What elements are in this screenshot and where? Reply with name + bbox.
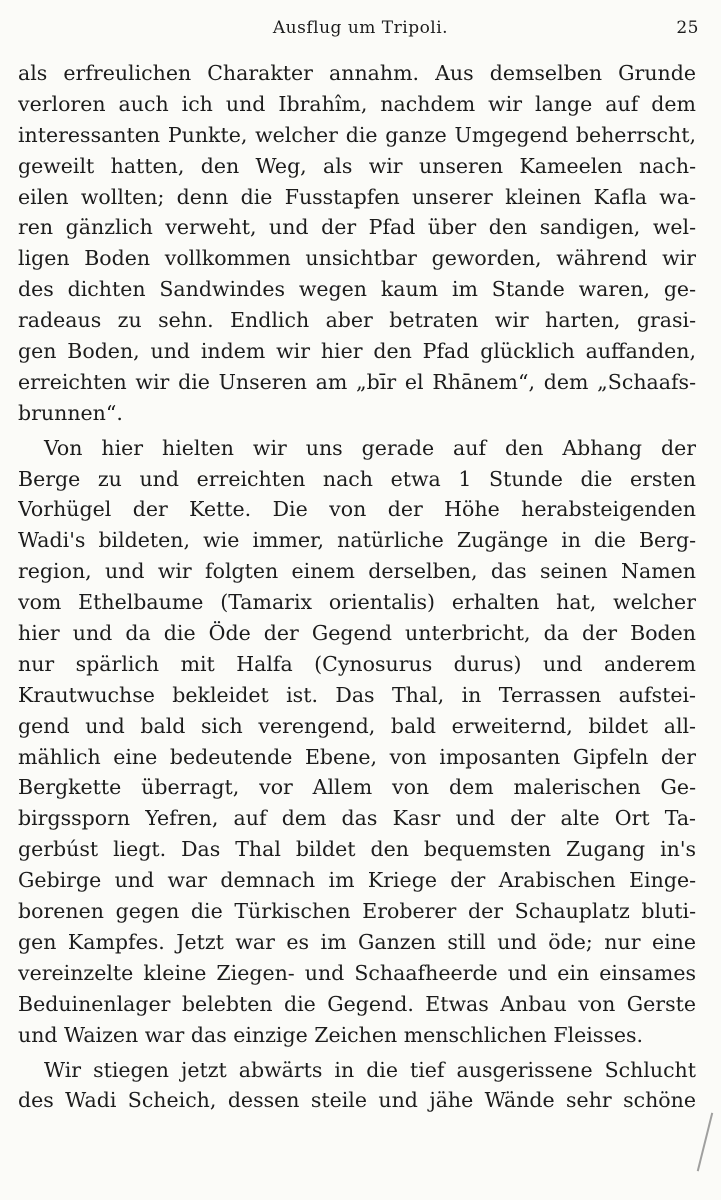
text-line: Von hier hielten wir uns gerade auf den Abhang der [44, 435, 696, 460]
text-line: vereinzelte kleine Ziegen- und Schaafheerde und ein einsames [18, 960, 696, 985]
text-line: gen Kampfes. Jetzt war es im Ganzen still und öde; nur eine [18, 929, 696, 954]
text-line: als erfreulichen Charakter annahm. Aus demselben Grunde [18, 61, 696, 85]
text-line: Gebirge und war demnach im Kriege der Arabischen Einge- [18, 868, 696, 893]
text-line: Wir stiegen jetzt abwärts in die tief ausgerissene Schlucht [44, 1057, 696, 1082]
text-line: birgssporn Yefren, auf dem das Kasr und der alte Ort Ta- [18, 806, 696, 831]
text-line: geweilt hatten, den Weg, als wir unseren Kameelen nach- [18, 153, 696, 178]
text-line: und Waizen war das einzige Zeichen menschlichen Fleisses. [18, 1022, 644, 1047]
page-number: 25 [676, 18, 699, 38]
paragraph [18, 1055, 696, 1117]
text-line: ren gänzlich verweht, und der Pfad über den sandigen, wel- [18, 215, 696, 240]
text-line: des Wadi Scheich, dessen steile und jähe Wände sehr schöne [18, 1088, 696, 1113]
text-line: borenen gegen die Türkischen Eroberer der Schauplatz bluti- [18, 899, 696, 924]
text-line: Bergkette überragt, vor Allem von dem malerischen Ge- [18, 775, 696, 800]
running-title: Ausflug um Tripoli. [272, 18, 449, 38]
text-line: vom Ethelbaume (Tamarix orientalis) erhalten hat, welcher [18, 590, 696, 615]
text-line: erreichten wir die Unseren am „bīr el Rhānem“, dem „Schaafs- [18, 369, 696, 394]
text-line: mählich eine bedeutende Ebene, von imposanten Gipfeln der [18, 744, 696, 769]
text-line: eilen wollten; denn die Fusstapfen unserer kleinen Kafla wa- [18, 184, 696, 209]
text-line: gen Boden, und indem wir hier den Pfad glücklich auffanden, [18, 339, 696, 364]
text-line: brunnen“. [18, 400, 123, 425]
text-line: Wadi's bildeten, wie immer, natürliche Zugänge in die Berg- [18, 528, 696, 553]
text-line: hier und da die Öde der Gegend unterbricht, da der Boden [18, 621, 696, 646]
page-header [0, 18, 721, 44]
text-line: verloren auch ich und Ibrahîm, nachdem wir lange auf dem [18, 91, 696, 116]
text-line: Beduinenlager belebten die Gegend. Etwas Anbau von Gerste [18, 991, 696, 1016]
text-line: region, und wir folgten einem derselben, das seinen Namen [18, 559, 696, 584]
text-line: interessanten Punkte, welcher die ganze Umgegend beherrscht, [18, 122, 696, 147]
text-line: nur spärlich mit Halfa (Cynosurus durus) und anderem [18, 651, 696, 676]
text-line: gerbúst liegt. Das Thal bildet den bequemsten Zugang in's [18, 837, 696, 862]
text-line: gend und bald sich verengend, bald erweiternd, bildet all- [18, 713, 696, 738]
body-text [18, 58, 696, 1116]
paragraph [18, 433, 696, 1051]
text-line: Vorhügel der Kette. Die von der Höhe herabsteigenden [18, 497, 696, 522]
pencil-mark [697, 1113, 713, 1172]
paragraph [18, 58, 696, 429]
text-line: radeaus zu sehn. Endlich aber betraten wir harten, grasi- [18, 308, 696, 333]
text-line: des dichten Sandwindes wegen kaum im Stande waren, ge- [18, 277, 696, 302]
text-line: ligen Boden vollkommen unsichtbar geworden, während wir [18, 246, 696, 271]
text-line: Krautwuchse bekleidet ist. Das Thal, in Terrassen aufstei- [18, 682, 696, 707]
text-line: Berge zu und erreichten nach etwa 1 Stunde die ersten [18, 466, 696, 491]
